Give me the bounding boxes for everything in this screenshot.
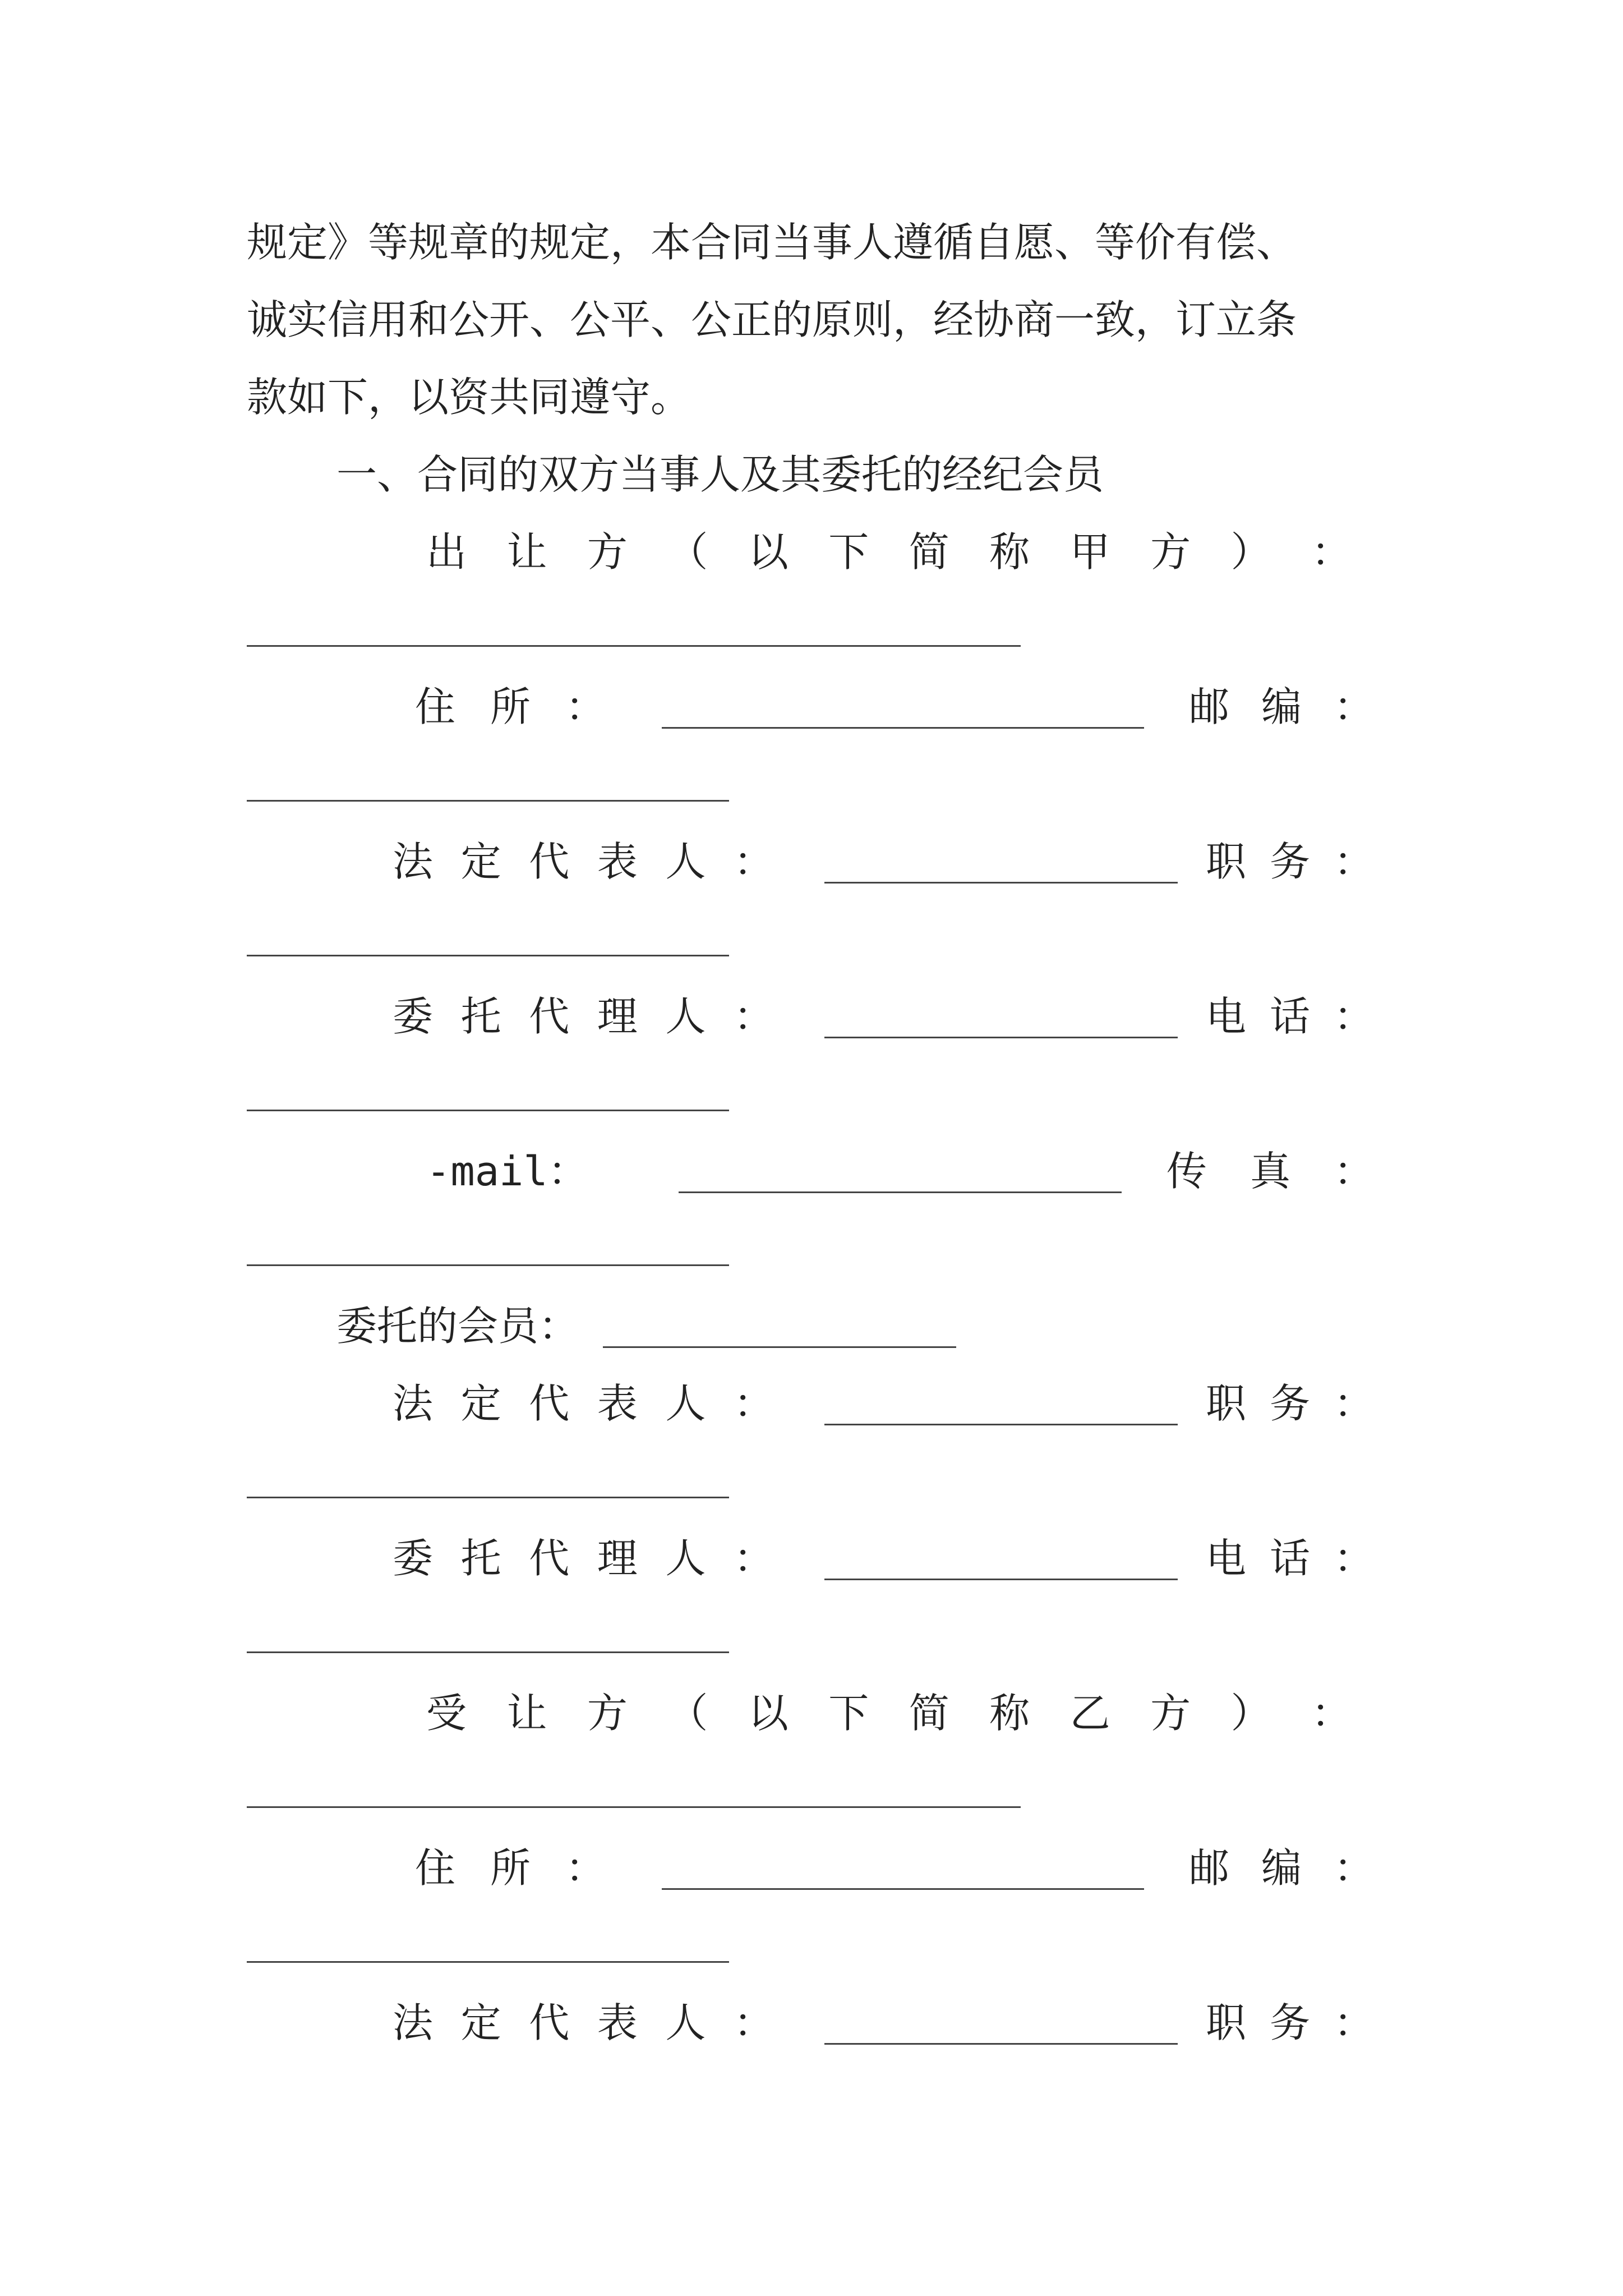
- intro-line-1: 规定》等规章的规定，本合同当事人遵循自愿、等价有偿、: [247, 219, 1297, 266]
- party-a-agent-blank[interactable]: [824, 1037, 1178, 1038]
- member-position-label: 职 务 ：: [1206, 1380, 1374, 1427]
- party-b-address-blank[interactable]: [662, 1888, 1144, 1890]
- member-label: 委托的会员：: [336, 1303, 579, 1350]
- party-a-phone-blank[interactable]: [247, 1110, 729, 1111]
- member-position-blank[interactable]: [247, 1497, 729, 1498]
- party-b-title: 受 让 方 （ 以 下 简 称 乙 方 ） ：: [426, 1690, 1352, 1737]
- party-a-position-blank[interactable]: [247, 955, 729, 956]
- party-a-fax-label: 传 真 ：: [1166, 1148, 1374, 1195]
- party-a-agent-label: 委 托 代 理 人 ：: [393, 993, 774, 1040]
- party-a-fax-blank[interactable]: [247, 1264, 729, 1266]
- party-a-legal-rep-label: 法 定 代 表 人 ：: [393, 838, 774, 885]
- party-b-postcode-blank[interactable]: [247, 1961, 729, 1963]
- party-a-postcode-label: 邮 编 ：: [1189, 683, 1374, 730]
- member-agent-blank[interactable]: [824, 1579, 1178, 1580]
- party-b-legal-rep-blank[interactable]: [824, 2043, 1178, 2045]
- party-b-name-blank[interactable]: [247, 1806, 1021, 1808]
- member-phone-label: 电 话 ：: [1206, 1535, 1374, 1582]
- party-a-title: 出 让 方 （ 以 下 简 称 甲 方 ） ：: [426, 528, 1352, 576]
- party-b-position-label: 职 务 ：: [1206, 1999, 1374, 2046]
- party-b-postcode-label: 邮 编 ：: [1189, 1844, 1374, 1892]
- party-a-email-label: -mail：: [426, 1148, 588, 1195]
- party-a-legal-rep-blank[interactable]: [824, 882, 1178, 884]
- party-a-phone-label: 电 话 ：: [1206, 993, 1374, 1040]
- party-b-address-label: 住 所 ：: [415, 1844, 606, 1892]
- party-b-legal-rep-label: 法 定 代 表 人 ：: [393, 1999, 774, 2046]
- party-a-position-label: 职 务 ：: [1206, 838, 1374, 885]
- party-a-name-blank[interactable]: [247, 645, 1021, 647]
- intro-line-3: 款如下，以资共同遵守。: [247, 374, 691, 421]
- party-a-email-blank[interactable]: [679, 1191, 1122, 1193]
- member-legal-rep-label: 法 定 代 表 人 ：: [393, 1380, 774, 1427]
- member-agent-label: 委 托 代 理 人 ：: [393, 1535, 774, 1582]
- member-legal-rep-blank[interactable]: [824, 1424, 1178, 1425]
- member-blank[interactable]: [603, 1346, 956, 1348]
- party-a-address-blank[interactable]: [662, 727, 1144, 729]
- party-a-address-label: 住 所 ：: [415, 683, 606, 730]
- party-a-postcode-blank[interactable]: [247, 800, 729, 802]
- intro-line-2: 诚实信用和公开、公平、公正的原则，经协商一致，订立条: [247, 296, 1297, 343]
- member-phone-blank[interactable]: [247, 1651, 729, 1653]
- section-heading: 一、合同的双方当事人及其委托的经纪会员: [336, 451, 1104, 498]
